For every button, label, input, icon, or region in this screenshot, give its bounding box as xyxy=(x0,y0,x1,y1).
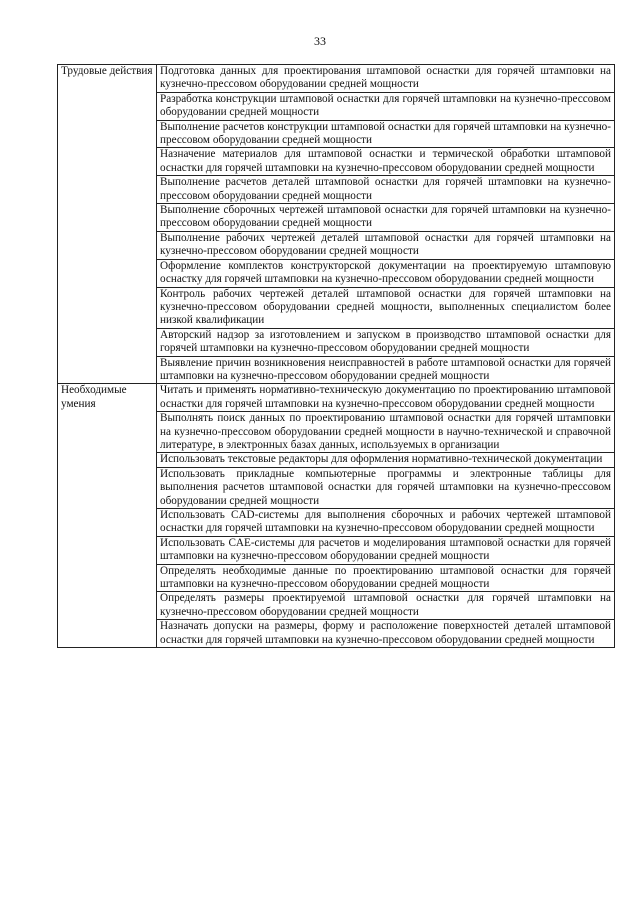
section-item: Использовать CAE-системы для расчетов и моделирования штамповой оснастки для горячей штамповки на кузнечно-прессовом оборудовании средней мощности xyxy=(157,536,615,564)
section-item: Оформление комплектов конструкторской документации на проектируемую штамповую оснастку для горячей штамповки на кузнечно-прессовом оборудовании средней мощности xyxy=(157,259,615,287)
section-item: Назначать допуски на размеры, форму и расположение поверхностей деталей штамповой оснастки для горячей штамповки на кузнечно-прессовом оборудовании средней мощности xyxy=(157,620,615,648)
section-label: Необходимые умения xyxy=(58,384,157,648)
competency-table-body xyxy=(58,65,615,648)
table-row xyxy=(58,384,615,412)
competency-table xyxy=(57,64,615,648)
section-item: Определять необходимые данные по проектированию штамповой оснастки для горячей штамповки на кузнечно-прессовом оборудовании средней мощности xyxy=(157,564,615,592)
section-item: Выполнять поиск данных по проектированию штамповой оснастки для горячей штамповки на кузнечно-прессовом оборудовании средней мощности в научно-технической и справочной литературе, в электронных базах данных, используемых в организации xyxy=(157,412,615,453)
section-item: Подготовка данных для проектирования штамповой оснастки для горячей штамповки на кузнечно-прессовом оборудовании средней мощности xyxy=(157,65,615,93)
section-item: Контроль рабочих чертежей деталей штамповой оснастки для горячей штамповки на кузнечно-прессовом оборудовании средней мощности, выполненных специалистом более низкой квалификации xyxy=(157,287,615,328)
section-item: Выполнение сборочных чертежей штамповой оснастки для горячей штамповки на кузнечно-прессовом оборудовании средней мощности xyxy=(157,204,615,232)
section-item: Разработка конструкции штамповой оснастки для горячей штамповки на кузнечно-прессовом оборудовании средней мощности xyxy=(157,92,615,120)
section-item: Использовать CAD-системы для выполнения сборочных и рабочих чертежей штамповой оснастки для горячей штамповки на кузнечно-прессовом оборудовании средней мощности xyxy=(157,509,615,537)
section-item: Использовать текстовые редакторы для оформления нормативно-технической документации xyxy=(157,453,615,467)
page-number: 33 xyxy=(314,34,326,48)
section-item: Выполнение рабочих чертежей деталей штамповой оснастки для горячей штамповки на кузнечно-прессовом оборудовании средней мощности xyxy=(157,231,615,259)
section-item: Выполнение расчетов конструкции штамповой оснастки для горячей штамповки на кузнечно-прессовом оборудовании средней мощности xyxy=(157,120,615,148)
section-item: Авторский надзор за изготовлением и запуском в производство штамповой оснастки для горячей штамповки на кузнечно-прессовом оборудовании средней мощности xyxy=(157,328,615,356)
section-item: Использовать прикладные компьютерные программы и электронные таблицы для выполнения расчетов штамповой оснастки для горячей штамповки на кузнечно-прессовом оборудовании средней мощности xyxy=(157,467,615,508)
section-item: Выполнение расчетов деталей штамповой оснастки для горячей штамповки на кузнечно-прессовом оборудовании средней мощности xyxy=(157,176,615,204)
section-item: Читать и применять нормативно-техническую документацию по проектированию штамповой оснастки для горячей штамповки на кузнечно-прессовом оборудовании средней мощности xyxy=(157,384,615,412)
section-item: Определять размеры проектируемой штамповой оснастки для горячей штамповки на кузнечно-прессовом оборудовании средней мощности xyxy=(157,592,615,620)
section-item: Назначение материалов для штамповой оснастки и термической обработки штамповой оснастки для горячей штамповки на кузнечно-прессовом оборудовании средней мощности xyxy=(157,148,615,176)
section-item: Выявление причин возникновения неисправностей в работе штамповой оснастки для горячей штамповки на кузнечно-прессовом оборудовании средней мощности xyxy=(157,356,615,384)
table-row xyxy=(58,65,615,93)
section-label: Трудовые действия xyxy=(58,65,157,384)
